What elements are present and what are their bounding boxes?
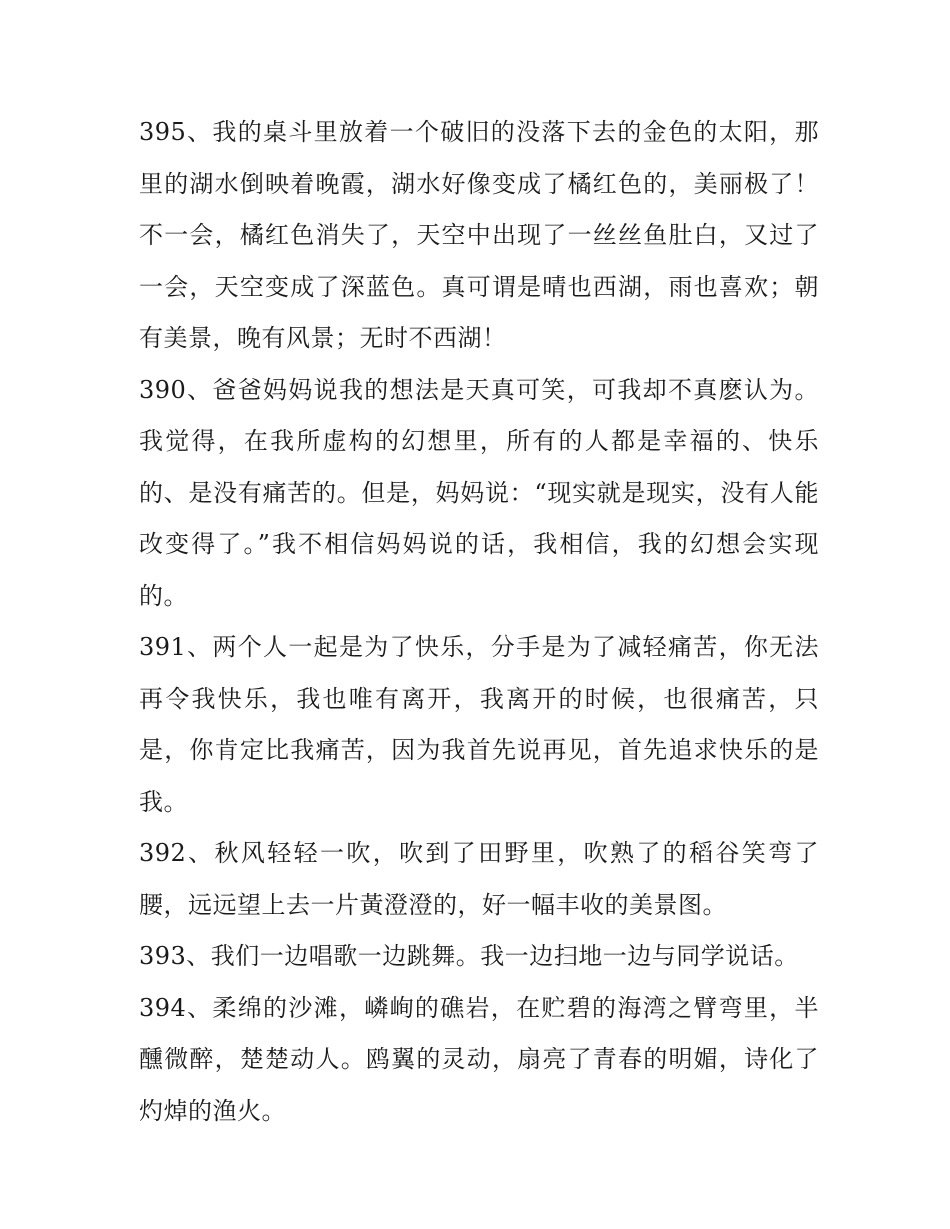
paragraph-392: 392、秋风轻轻一吹，吹到了田野里，吹熟了的稻谷笑弯了腰，远远望上去一片黃澄澄的，好一幅丰收的美景图。 — [139, 839, 819, 919]
document-body — [139, 107, 819, 1137]
paragraph-390: 390、爸爸妈妈说我的想法是天真可笑，可我却不真麽认为。我觉得，在我所虚构的幻想里，所有的人都是幸福的、快乐的、是没有痛苦的。但是，妈妈说：“现实就是现实，没有人能改变得了。”我不相信妈妈说的话，我相信，我的幻想会实现的。 — [139, 375, 819, 610]
paragraph-395: 395、我的桌斗里放着一个破旧的没落下去的金色的太阳，那里的湖水倒映着晚霞，湖水好像变成了橘红色的，美丽极了！不一会，橘红色消失了，天空中出现了一丝丝鱼肚白，又过了一会，天空变成了深蓝色。真可谓是晴也西湖，雨也喜欢；朝有美景，晚有风景；无时不西湖！ — [139, 118, 819, 352]
paragraph-391: 391、两个人一起是为了快乐，分手是为了减轻痛苦，你无法再令我快乐，我也唯有离开，我离开的时候，也很痛苦，只是，你肯定比我痛苦，因为我首先说再见，首先追求快乐的是我。 — [139, 633, 819, 816]
paragraph-394: 394、柔绵的沙滩，嶙峋的礁岩，在贮碧的海湾之臂弯里，半醺微醉，楚楚动人。鸥翼的灵动，扇亮了青春的明媚，诗化了灼焯的渔火。 — [139, 993, 819, 1125]
paragraph-393: 393、我们一边唱歌一边跳舞。我一边扫地一边与同学说话。 — [139, 942, 799, 970]
